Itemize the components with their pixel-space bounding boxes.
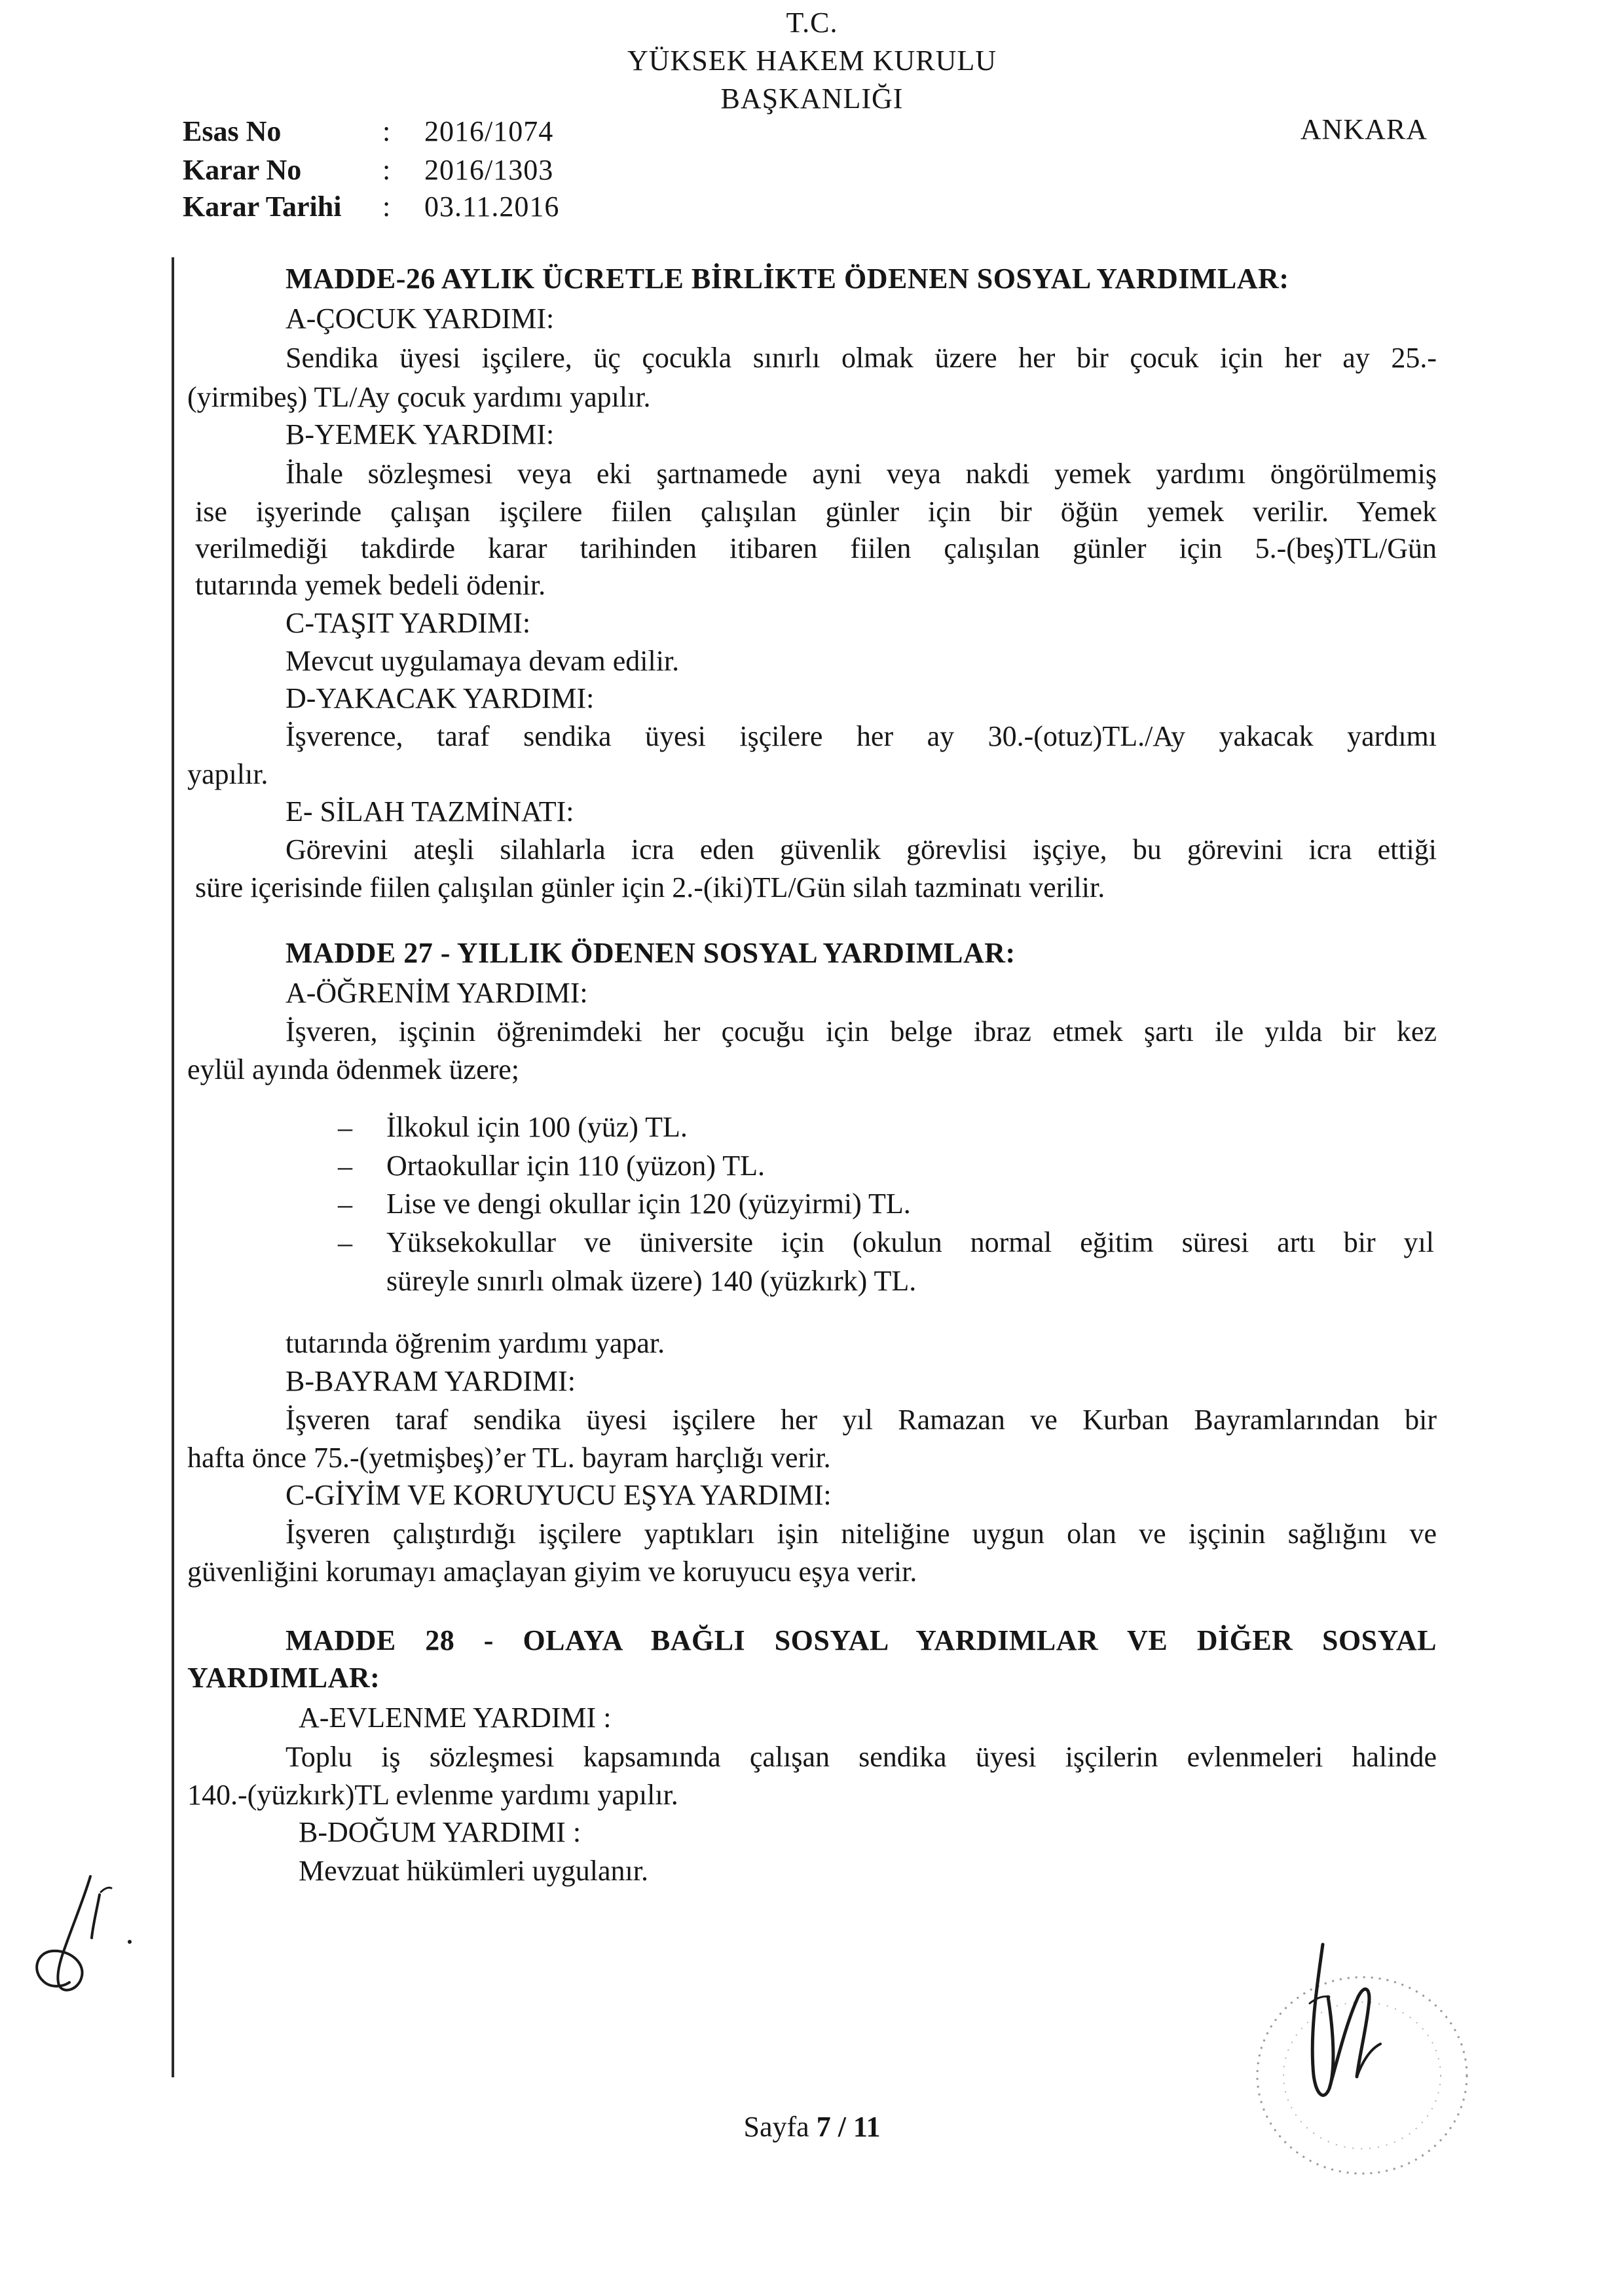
madde27-a-line1: İşveren, işçinin öğrenimdeki her çocuğu için belge ibraz etmek şartı ile yılda bir kez bbox=[286, 1015, 1437, 1048]
madde26-d-title: D-YAKACAK YARDIMI: bbox=[286, 682, 595, 714]
footer-prefix: Sayfa bbox=[743, 2111, 817, 2143]
madde27-a-title: A-ÖĞRENİM YARDIMI: bbox=[286, 977, 588, 1009]
madde26-b-line3: verilmediği takdirde karar tarihinden itibaren fiilen çalışılan günler için 5.-(beş)TL/Gün bbox=[195, 532, 1437, 564]
list-item-ortaokul: Ortaokullar için 110 (yüzon) TL. bbox=[386, 1150, 765, 1182]
madde26-e-title: E- SİLAH TAZMİNATI: bbox=[286, 795, 574, 828]
meta-label-karar: Karar No bbox=[183, 154, 302, 186]
madde28-a-line1: Toplu iş sözleşmesi kapsamında çalışan sendika üyesi işçilerin evlenmeleri halinde bbox=[286, 1741, 1437, 1773]
madde26-d-line2: yapılır. bbox=[187, 758, 268, 790]
madde26-a-title: A-ÇOCUK YARDIMI: bbox=[286, 302, 555, 335]
footer-page-number: 7 / 11 bbox=[816, 2111, 881, 2143]
madde27-b-line2: hafta önce 75.-(yetmişbeş)’er TL. bayram harçlığı verir. bbox=[187, 1442, 831, 1474]
header-institution: YÜKSEK HAKEM KURULU bbox=[627, 45, 997, 77]
meta-value-esas: 2016/1074 bbox=[424, 115, 554, 147]
madde26-title: MADDE-26 AYLIK ÜCRETLE BİRLİKTE ÖDENEN SOSYAL YARDIMLAR: bbox=[286, 263, 1289, 295]
madde28-a-title: A-EVLENME YARDIMI : bbox=[299, 1702, 612, 1734]
madde27-c-line2: güvenliğini korumayı amaçlayan giyim ve koruyucu eşya verir. bbox=[187, 1556, 917, 1588]
list-dash: – bbox=[338, 1227, 352, 1259]
madde27-a-line2: eylül ayında ödenmek üzere; bbox=[187, 1053, 520, 1085]
madde27-title: MADDE 27 - YILLIK ÖDENEN SOSYAL YARDIMLAR: bbox=[286, 937, 1016, 969]
signature-stamp bbox=[1218, 1925, 1493, 2200]
meta-value-tarih: 03.11.2016 bbox=[424, 191, 560, 223]
madde26-c-line1: Mevcut uygulamaya devam edilir. bbox=[286, 645, 680, 677]
madde27-b-line1: İşveren taraf sendika üyesi işçilere her yıl Ramazan ve Kurban Bayramlarından bir bbox=[286, 1404, 1437, 1436]
madde27-c-title: C-GİYİM VE KORUYUCU EŞYA YARDIMI: bbox=[286, 1479, 832, 1511]
madde26-b-line1: İhale sözleşmesi veya eki şartnamede ayni veya nakdi yemek yardımı öngörülmemiş bbox=[286, 458, 1437, 490]
madde27-b-title: B-BAYRAM YARDIMI: bbox=[286, 1365, 576, 1397]
madde28-title-line2: YARDIMLAR: bbox=[187, 1662, 380, 1694]
madde26-a-line2: (yirmibeş) TL/Ay çocuk yardımı yapılır. bbox=[187, 381, 651, 413]
meta-colon-tarih: : bbox=[382, 191, 391, 223]
madde27-c-line1: İşveren çalıştırdığı işçilere yaptıkları işin niteliğine uygun olan ve işçinin sağlığını ve bbox=[286, 1518, 1437, 1550]
madde26-a-line1: Sendika üyesi işçilere, üç çocukla sınırlı olmak üzere her bir çocuk için her ay 25.- bbox=[286, 342, 1437, 374]
madde26-b-title: B-YEMEK YARDIMI: bbox=[286, 418, 555, 450]
madde26-b-line4: tutarında yemek bedeli ödenir. bbox=[195, 569, 546, 601]
madde28-b-title: B-DOĞUM YARDIMI : bbox=[299, 1816, 581, 1848]
list-dash: – bbox=[338, 1188, 352, 1220]
meta-label-esas: Esas No bbox=[183, 115, 282, 147]
madde26-e-line2: süre içerisinde fiilen çalışılan günler için 2.-(iki)TL/Gün silah tazminatı verilir. bbox=[195, 871, 1105, 903]
page-footer bbox=[0, 2110, 1624, 2143]
header-tc: T.C. bbox=[786, 7, 838, 39]
madde28-b-line1: Mevzuat hükümleri uygulanır. bbox=[299, 1855, 648, 1887]
madde27-a-after: tutarında öğrenim yardımı yapar. bbox=[286, 1327, 665, 1359]
madde26-d-line1: İşverence, taraf sendika üyesi işçilere her ay 30.-(otuz)TL./Ay yakacak yardımı bbox=[286, 720, 1437, 752]
list-dash: – bbox=[338, 1150, 352, 1182]
meta-colon-karar: : bbox=[382, 154, 391, 186]
margin-rule bbox=[172, 257, 174, 2077]
madde28-a-line2: 140.-(yüzkırk)TL evlenme yardımı yapılır. bbox=[187, 1779, 678, 1811]
list-item-universite-cont: süreyle sınırlı olmak üzere) 140 (yüzkırk) TL. bbox=[386, 1265, 917, 1297]
meta-colon-esas: : bbox=[382, 115, 391, 147]
margin-initial-signature bbox=[13, 1872, 144, 2003]
meta-label-tarih: Karar Tarihi bbox=[183, 191, 342, 223]
list-item-ilkokul: İlkokul için 100 (yüz) TL. bbox=[386, 1111, 688, 1143]
list-dash: – bbox=[338, 1112, 352, 1144]
madde28-title-line1: MADDE 28 - OLAYA BAĞLI SOSYAL YARDIMLAR VE DİĞER SOSYAL bbox=[286, 1624, 1437, 1656]
meta-value-karar: 2016/1303 bbox=[424, 154, 554, 186]
list-item-lise: Lise ve dengi okullar için 120 (yüzyirmi) TL. bbox=[386, 1188, 911, 1220]
list-item-universite: Yüksekokullar ve üniversite için (okulun normal eğitim süresi artı bir yıl bbox=[386, 1226, 1434, 1258]
madde26-b-line2: ise işyerinde çalışan işçilere fiilen çalışılan günler için bir öğün yemek verilir. Yemek bbox=[195, 496, 1437, 528]
header-department: BAŞKANLIĞI bbox=[720, 82, 904, 115]
madde26-e-line1: Görevini ateşli silahlarla icra eden güvenlik görevlisi işçiye, bu görevini icra ettiği bbox=[286, 833, 1437, 866]
header-city: ANKARA bbox=[1300, 113, 1428, 145]
madde26-c-title: C-TAŞIT YARDIMI: bbox=[286, 607, 531, 639]
